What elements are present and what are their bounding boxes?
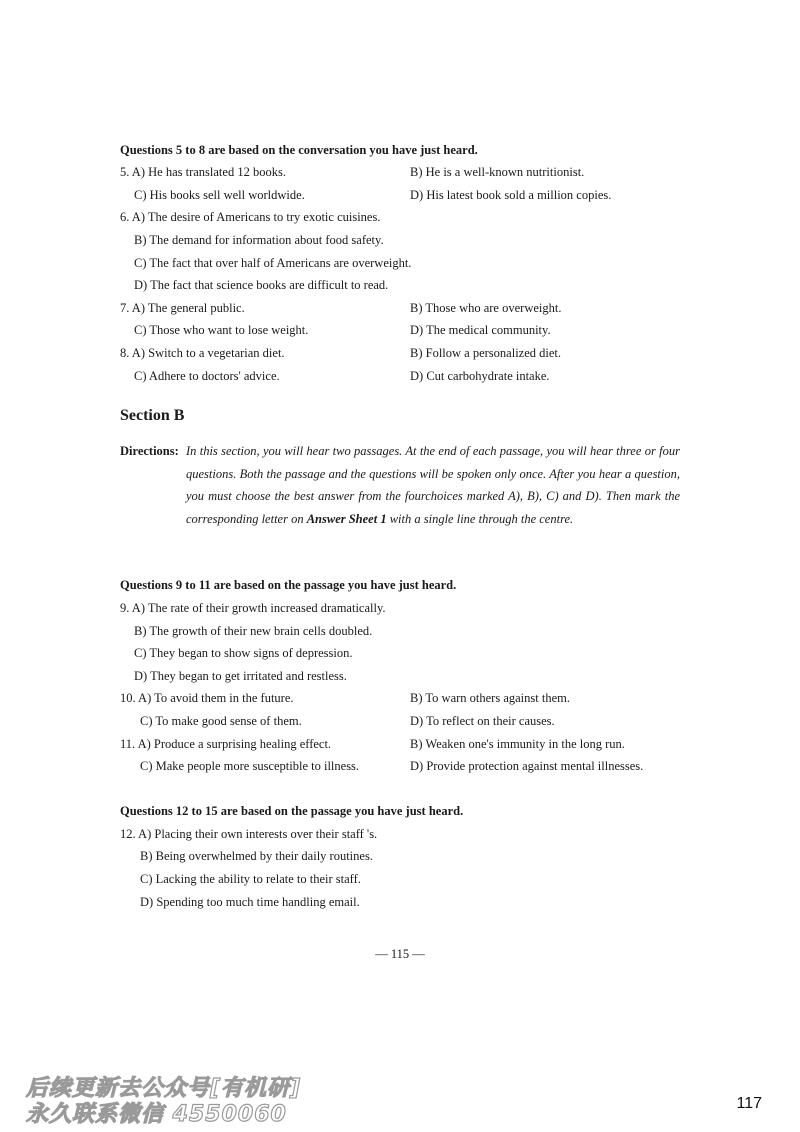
q12-option-d: D) Spending too much time handling email. [140,895,360,909]
q8-option-d: D) Cut carbohydrate intake. [410,369,550,383]
q5-option-a: 5. A) He has translated 12 books. [120,165,286,179]
q5-option-c: C) His books sell well worldwide. [134,188,305,202]
q11-option-a: 11. A) Produce a surprising healing effect. [120,737,332,751]
watermark-line-2: 永久联系微信 4550060 [26,1102,287,1127]
page-number: — 115 — [375,947,425,961]
q6-option-c: C) The fact that over half of Americans are overweight. [134,256,412,270]
directions-text [120,440,680,531]
answer-sheet-label: Answer Sheet 1 [306,512,387,527]
directions-text-part-2: with a single line through the centre. [389,512,574,527]
directions-text-part-1: In this section, you will hear two passages. At the end of each passage, you will hear three or four questions. Both the passage and the questions will be spoken only once. After you hear a question, you must choose the best answer from the fourchoices marked A), B), C) and D). Then mark the corresponding letter on [186,444,680,527]
questions-12-15-heading: Questions 12 to 15 are based on the passage you have just heard. [120,804,464,818]
q10-option-c: C) To make good sense of them. [140,714,302,728]
q6-option-a: 6. A) The desire of Americans to try exotic cuisines. [120,210,381,224]
q6-option-b: B) The demand for information about food safety. [134,233,384,247]
q10-option-d: D) To reflect on their causes. [410,714,555,728]
q10-option-a: 10. A) To avoid them in the future. [120,691,294,705]
q5-option-b: B) He is a well-known nutritionist. [410,165,585,179]
q7-option-c: C) Those who want to lose weight. [134,323,309,337]
directions-label: Directions: [120,444,179,458]
q9-option-c: C) They began to show signs of depression. [134,646,353,660]
q7-option-d: D) The medical community. [410,323,551,337]
corner-page-number: 117 [736,1095,762,1112]
q9-option-a: 9. A) The rate of their growth increased dramatically. [120,601,386,615]
q11-option-c: C) Make people more susceptible to illness. [140,759,360,773]
directions-block [120,440,680,531]
q12-option-c: C) Lacking the ability to relate to their staff. [140,872,361,886]
section-b-title: Section B [120,407,185,424]
q11-option-d: D) Provide protection against mental illnesses. [410,759,644,773]
q12-option-b: B) Being overwhelmed by their daily routines. [140,849,373,863]
q8-option-c: C) Adhere to doctors' advice. [134,369,280,383]
q7-option-a: 7. A) The general public. [120,301,245,315]
q6-option-d: D) The fact that science books are difficult to read. [134,278,389,292]
q8-option-b: B) Follow a personalized diet. [410,346,562,360]
watermark-line-1: 后续更新去公众号[有机研] [26,1076,302,1101]
q9-option-d: D) They began to get irritated and restless. [134,669,347,683]
watermark [26,1076,301,1128]
q10-option-b: B) To warn others against them. [410,691,570,705]
q12-option-a: 12. A) Placing their own interests over their staff 's. [120,827,378,841]
q8-option-a: 8. A) Switch to a vegetarian diet. [120,346,285,360]
q11-option-b: B) Weaken one's immunity in the long run. [410,737,625,751]
q7-option-b: B) Those who are overweight. [410,301,562,315]
q5-option-d: D) His latest book sold a million copies. [410,188,612,202]
questions-9-11-heading: Questions 9 to 11 are based on the passage you have just heard. [120,578,457,592]
questions-5-8-heading: Questions 5 to 8 are based on the conversation you have just heard. [120,143,478,157]
q9-option-b: B) The growth of their new brain cells doubled. [134,624,373,638]
